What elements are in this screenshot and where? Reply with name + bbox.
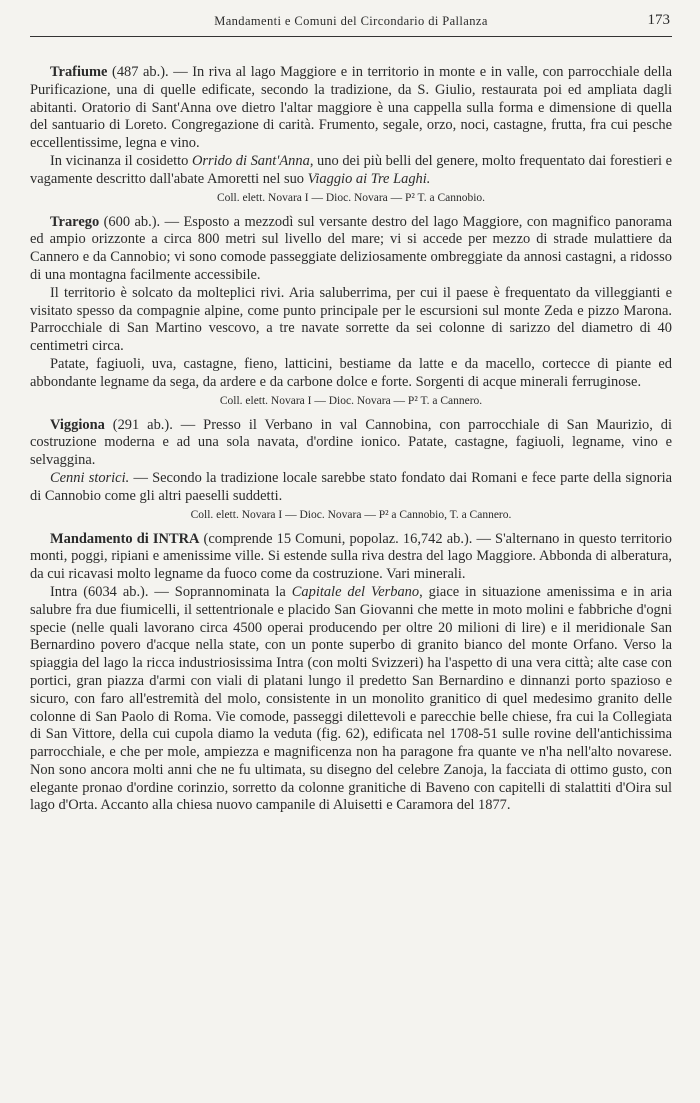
entry-trarego [30, 214, 672, 285]
entry-trafiume-orrido [30, 153, 672, 189]
running-title: Mandamenti e Comuni del Circondario di Pallanza [214, 14, 488, 28]
italic-title: Capitale del Verbano [291, 583, 420, 600]
text-run: , uno dei più belli del genere, molto frequentato dai forestieri e vagamente descritto dall'abate Amoretti nel suo [30, 152, 672, 187]
italic-title: Orrido di Sant'Anna [191, 152, 310, 169]
entry-text: (600 ab.). — Esposto a mezzodì sul versante destro del lago Maggiore, con magnifico panorama ed ampio orizzonte a circa 800 metri sul livello del mare; vi si accede per mezzo di strade mulattiere da Cannero e da Cannobio; vi sono comode passeggiate deliziosamente ombreggiate da annosi castagni, a ridosso di una montagna facilmente accessibile. [30, 213, 672, 283]
text-run: , giace in situazione amenissima e in aria salubre fra due fiumicelli, il settentrionale e placido San Giovanni che mette in moto molini e fabbriche d'ogni specie (nelle quali lavorano circa 4500 operai producendo per oltre 20 milioni di lire) e il meridionale San Bernardino povero d'acque nella state, con un ponte superbo di granito bianco del monte Orfano. Verso la spiaggia del lago la ricca industriosissima Intra (con molti Svizzeri) ha l'aspetto di una vera città; alte case con portici, gran piazza d'armi con viali di platani lungo il predetto San Bernardino e dinnanzi porto spazioso e sicuro, con faro all'estremità del molo, consistente in un monolito granitico di quel medesimo granito delle colonne di San Paolo di Roma. Vie comode, passeggi dilettevoli e parecchie belle chiese, fra cui la Collegiata di San Vittore, della cui cupola diamo la veduta (fig. 62), edificata nel 1708-51 sulle rovine dell'antichissima parrocchiale, e che per mole, ampiezza e magnificenza non ha paragone fra quante ve n'ha nell'alto novarese. Non sono ancora molti anni che ne fu ultimata, su disegno del celebre Zanoja, la facciata di ottimo gusto, con elegante pronao d'ordine corinzio, sorretto da colonne granitiche di Baveno con capitelli di stalattiti d'Oira sul lago d'Orta. Accanto alla chiesa nuovo campanile di Aluisetti e Caramora del 1877. [30, 583, 672, 814]
entry-mandamento-intra [30, 531, 672, 584]
entry-name: Mandamento di INTRA [50, 530, 200, 547]
book-page [30, 8, 672, 1088]
entry-name: Trafiume [50, 64, 108, 80]
text-run: In vicinanza il cosidetto [50, 152, 192, 169]
electoral-note: Coll. elett. Novara I — Dioc. Novara — P² T. a Cannobio. [216, 191, 486, 204]
text-run: — Secondo la tradizione locale sarebbe stato fondato dai Romani e fece parte della signoria di Cannobio come gli altri paeselli suddetti. [30, 469, 672, 504]
entry-text: (291 ab.). — Presso il Verbano in val Cannobina, con parrocchiale di San Maurizio, di costruzione moderna e ad una sola navata, d'ordine ionico. Patate, castagne, fagiuoli, legname, vino e selvaggina. [30, 416, 672, 469]
italic-title: Viaggio ai Tre Laghi. [307, 170, 431, 187]
entry-name: Viggiona [50, 416, 105, 433]
entry-trarego-territory: Il territorio è solcato da molteplici rivi. Aria saluberrima, per cui il paese è frequentato da villeggianti e visitato spesso da compagnie alpine, come punto principale per le escursioni sul monte Zeda e pizzo Marona. Parrocchiale di San Martino vescovo, a tre navate sorrette da sei colonne di sarizzo del diametro di 40 centimetri circa. [30, 284, 672, 355]
text-run: Intra (6034 ab.). — Soprannominata la [50, 583, 292, 600]
entry-intra [30, 584, 672, 815]
italic-heading: Cenni storici. [50, 469, 130, 486]
entry-trarego-products: Patate, fagiuoli, uva, castagne, fieno, latticini, bestiame da latte e da macello, cortecce di piante ed abbondante legname da sega, da ardere e da carbone dolce e forte. Sorgenti di acque minerali ferruginose. [30, 355, 672, 390]
entry-text: (487 ab.). — In riva al lago Maggiore e in territorio in monte e in valle, con parrocchiale della Purificazione, una di quelle edificate, secondo la tradizione, da S. Giulio, restaurata poi ed ampliata dagli abitanti. Oratorio di Sant'Anna ove dietro l'altar maggiore è una cappella sulla forma e dimensione di quella del santuario di Loreto. Congregazione di carità. Frumento, segale, orzo, noci, castagne, frutta, fra cui pesche eccellentissime, legna e vino. [30, 64, 672, 152]
entry-viggiona [30, 417, 672, 470]
electoral-note: Coll. elett. Novara I — Dioc. Novara — P² T. a Cannero. [219, 394, 483, 407]
page-number: 173 [647, 12, 670, 28]
running-head [30, 8, 672, 37]
entry-text: (comprende 15 Comuni, popolaz. 16,742 ab.). — S'alternano in questo territorio monti, poggi, ripiani e amenissime ville. Si estende sulla riva destra del lago Maggiore. Abbonda di alberatura, da cui ricavasi molto legname da fuoco come da costruzione. Vari minerali. [30, 530, 672, 583]
entry-trafiume [30, 64, 672, 153]
page-body [30, 64, 672, 815]
entry-name: Trarego [50, 213, 100, 230]
electoral-note: Coll. elett. Novara I — Dioc. Novara — P² a Cannobio, T. a Cannero. [190, 508, 512, 521]
entry-viggiona-history [30, 470, 672, 506]
